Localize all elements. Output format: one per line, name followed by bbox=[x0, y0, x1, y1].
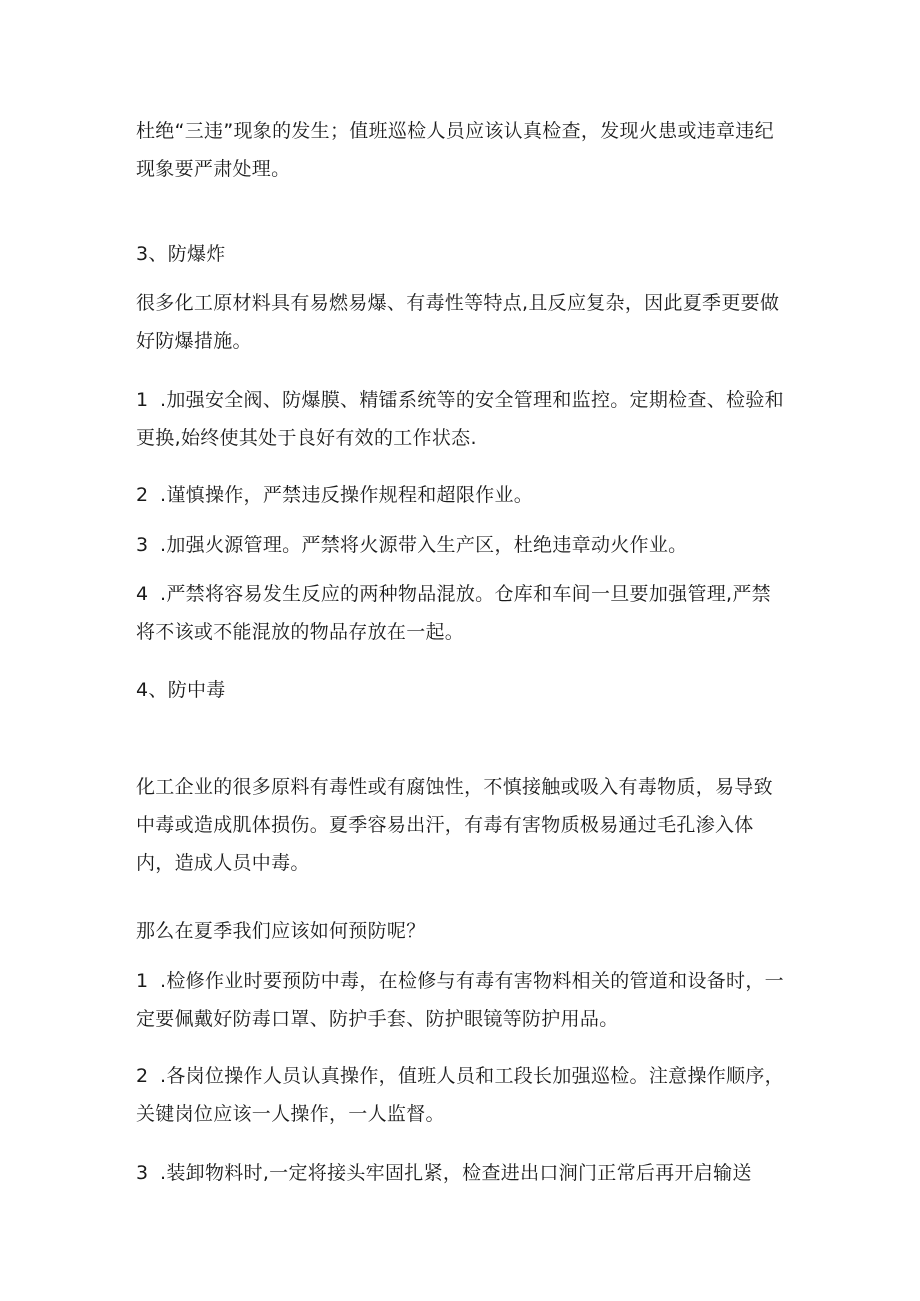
list-text: .严禁将容易发生反应的两种物品混放。仓库和车间一旦要加强管理,严禁将不该或不能混放的物品存放在一起。 bbox=[136, 583, 771, 643]
list-number: 3 bbox=[136, 1162, 149, 1184]
list-number: 1 bbox=[136, 389, 149, 411]
heading-anti-poisoning: 4、防中毒 bbox=[136, 679, 226, 701]
paragraph-fire-safety-end: 杜绝“三违”现象的发生；值班巡检人员应该认真检查，发现火患或违章违纪现象要严肃处理。 bbox=[136, 120, 774, 180]
list-text: .检修作业时要预防中毒，在检修与有毒有害物料相关的管道和设备时，一定要佩戴好防毒口罩、防护手套、防护眼镜等防护用品。 bbox=[136, 970, 784, 1030]
paragraph-explosion-intro: 很多化工原材料具有易燃易爆、有毒性等特点,且反应复杂，因此夏季更要做好防爆措施。 bbox=[136, 292, 780, 352]
list-item-poisoning-3 bbox=[136, 1154, 786, 1192]
list-text: .加强火源管理。严禁将火源带入生产区，杜绝违章动火作业。 bbox=[160, 534, 688, 556]
list-text: .加强安全阀、防爆膜、精镭系统等的安全管理和监控。定期检查、检验和更换,始终使其处于良好有效的工作状态. bbox=[136, 389, 784, 449]
paragraph-prevention-question: 那么在夏季我们应该如何预防呢？ bbox=[136, 920, 426, 942]
list-item-poisoning-1 bbox=[136, 962, 786, 1038]
list-text: .各岗位操作人员认真操作，值班人员和工段长加强巡检。注意操作顺序，关键岗位应该一人操作，一人监督。 bbox=[136, 1065, 784, 1125]
list-text: .装卸物料时,一定将接头牢固扎紧，检查进出口涧门正常后再开启输送 bbox=[160, 1162, 752, 1184]
list-text: .谨慎操作，严禁违反操作规程和超限作业。 bbox=[160, 484, 534, 506]
list-number: 4 bbox=[136, 583, 149, 605]
list-item-explosion-4 bbox=[136, 575, 786, 651]
list-number: 3 bbox=[136, 534, 149, 556]
paragraph-poisoning-intro: 化工企业的很多原料有毒性或有腐蚀性，不慎接触或吸入有毒物质，易导致中毒或造成肌体损伤。夏季容易出汗，有毒有害物质极易通过毛孔渗入体内，造成人员中毒。 bbox=[136, 776, 773, 874]
list-item-poisoning-2 bbox=[136, 1057, 786, 1133]
list-item-explosion-1 bbox=[136, 381, 786, 457]
heading-anti-explosion: 3、防爆炸 bbox=[136, 243, 226, 265]
list-number: 2 bbox=[136, 1065, 149, 1087]
list-item-explosion-3 bbox=[136, 526, 786, 564]
list-number: 2 bbox=[136, 484, 149, 506]
list-number: 1 bbox=[136, 970, 149, 992]
list-item-explosion-2 bbox=[136, 476, 786, 514]
